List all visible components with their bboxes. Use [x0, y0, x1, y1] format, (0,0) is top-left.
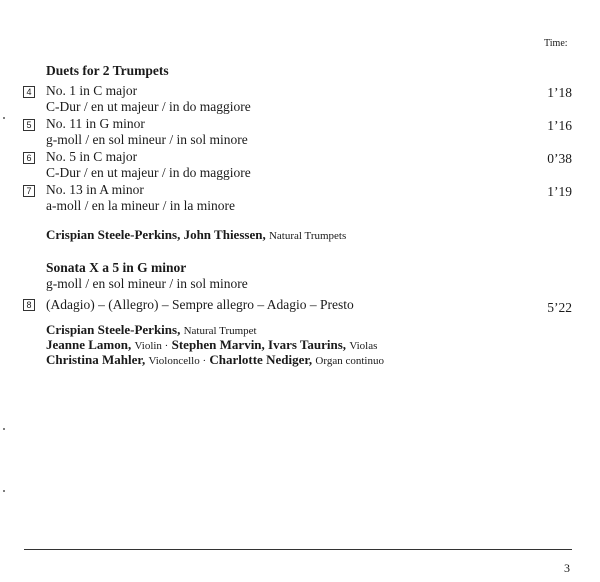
track-number-4: 4 — [23, 86, 35, 98]
performer-role: Violin · — [134, 340, 169, 352]
track-duration: 1’18 — [547, 85, 572, 100]
performer-name: Crispian Steele-Perkins, — [46, 322, 181, 337]
performer-role: Natural Trumpets — [268, 230, 347, 242]
performer-names: Crispian Steele-Perkins, John Thiessen, — [46, 227, 266, 242]
performer-role: Organ continuo — [315, 355, 384, 367]
duets-section-title: Duets for 2 Trumpets — [46, 63, 169, 78]
track-title: No. 13 in A minor — [46, 182, 144, 197]
track-subtitle: C-Dur / en ut majeur / in do maggiore — [46, 99, 251, 114]
track-title: (Adagio) – (Allegro) – Sempre allegro – Adagio – Presto — [46, 297, 354, 312]
performer-name: Stephen Marvin, Ivars Taurins, — [171, 337, 347, 352]
track-subtitle: a-moll / en la mineur / in la minore — [46, 198, 235, 213]
time-column-header: Time: — [544, 38, 568, 49]
sonata-performer-line-3 — [46, 352, 384, 368]
footer-rule — [24, 549, 572, 550]
duets-performers — [46, 227, 346, 243]
performer-role: Natural Trumpet — [183, 325, 257, 337]
track-duration: 1’16 — [547, 118, 572, 133]
track-subtitle: C-Dur / en ut majeur / in do maggiore — [46, 165, 251, 180]
sonata-subtitle: g-moll / en sol mineur / in sol minore — [46, 276, 248, 291]
scan-speck — [3, 428, 5, 430]
page-number: 3 — [564, 561, 570, 575]
track-number-5: 5 — [23, 119, 35, 131]
track-title: No. 11 in G minor — [46, 116, 145, 131]
performer-role: Violas — [349, 340, 378, 352]
scan-speck — [3, 117, 5, 119]
scan-speck — [3, 490, 5, 492]
sonata-performer-line-2 — [46, 337, 377, 353]
sonata-performer-line-1 — [46, 322, 257, 338]
performer-name: Jeanne Lamon, — [46, 337, 132, 352]
sonata-section-title: Sonata X a 5 in G minor — [46, 260, 187, 275]
performer-name: Christina Mahler, — [46, 352, 146, 367]
performer-name: Charlotte Nediger, — [209, 352, 313, 367]
track-duration: 5’22 — [547, 300, 572, 315]
performer-role: Violoncello · — [148, 355, 207, 367]
track-number-8: 8 — [23, 299, 35, 311]
track-number-6: 6 — [23, 152, 35, 164]
track-title: No. 1 in C major — [46, 83, 138, 98]
track-number-7: 7 — [23, 185, 35, 197]
track-subtitle: g-moll / en sol mineur / in sol minore — [46, 132, 248, 147]
track-title: No. 5 in C major — [46, 149, 138, 164]
track-duration: 0’38 — [547, 151, 572, 166]
track-duration: 1’19 — [547, 184, 572, 199]
